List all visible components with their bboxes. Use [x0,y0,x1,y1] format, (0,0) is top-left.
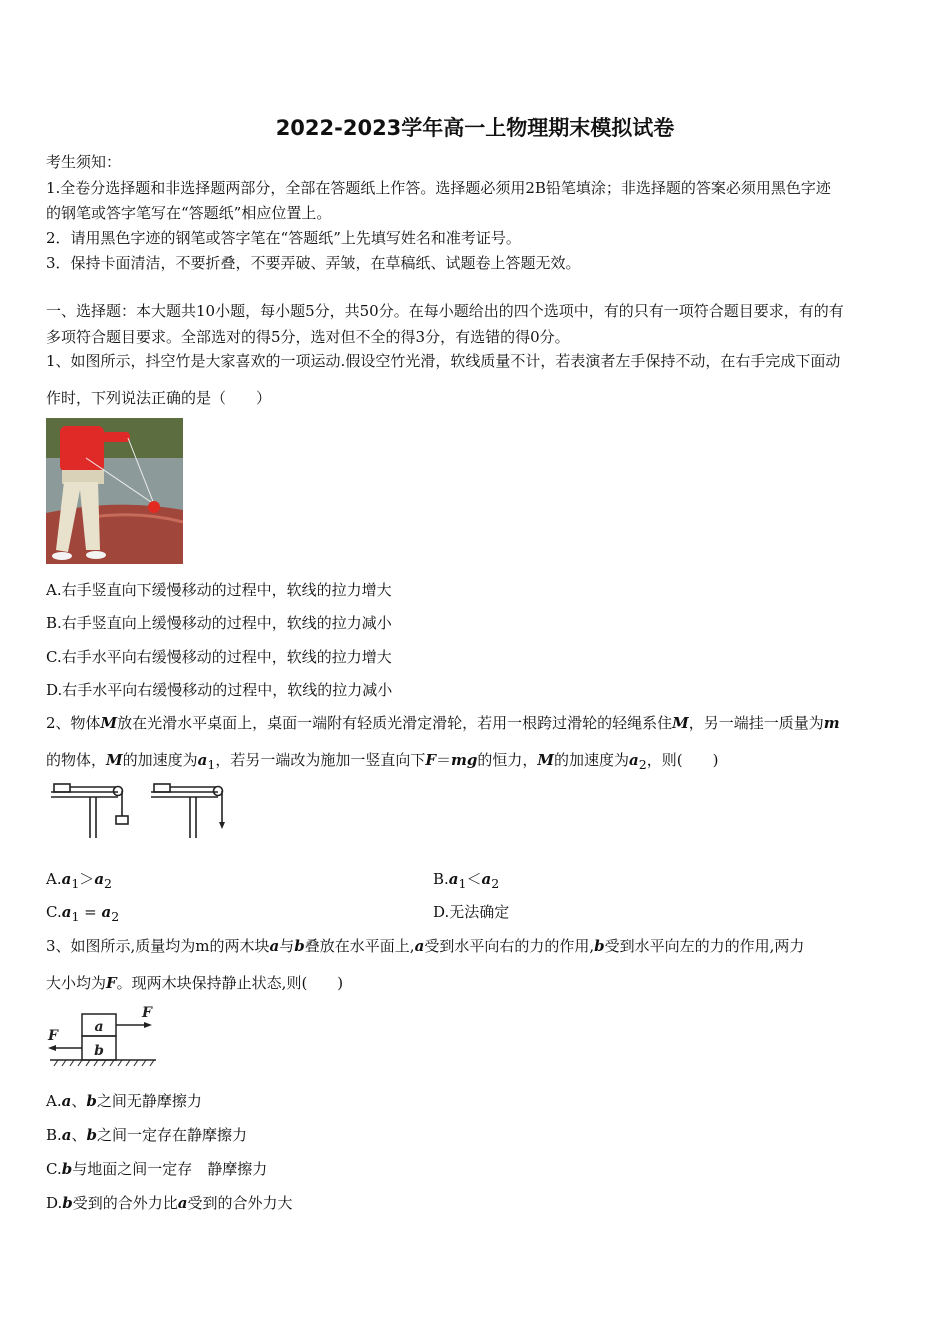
q2-option-c: $C.a_1 = a_2$ [46,903,120,924]
q1-stem: 1、如图所示，抖空竹是大家喜欢的一项运动.假设空竹光滑，软线质量不计，若表演者左手保持不动，在右手完成下面动 [46,352,841,370]
q3-option-a: A.a、b之间无静摩擦力 [46,1092,202,1110]
section-instructions: 一、选择题：本大题共10小题，每小题5分，共50分。在每小题给出的四个选项中，有的只有一项符合题目要求，有的有 [46,302,844,320]
notice-item-1-cont: 的钢笔或答字笔写在“答题纸”相应位置上。 [46,204,332,222]
q1-option-a: A.右手竖直向下缓慢移动的过程中，软线的拉力增大 [46,581,392,599]
q1-option-c: C.右手水平向右缓慢移动的过程中，软线的拉力增大 [46,648,392,666]
pulley-diagram [46,780,236,842]
q3-stem-cont: 大小均为F。现两木块保持静止状态,则( ) [46,974,344,992]
q2-stem: 2、物体M放在光滑水平桌面上，桌面一端附有轻质光滑定滑轮，若用一根跨过滑轮的轻绳系住M，另一端挂一质量为m [46,714,840,732]
q1-option-d: D.右手水平向右缓慢移动的过程中，软线的拉力减小 [46,681,393,699]
notice-item-2: 2．请用黑色字迹的钢笔或答字笔在“答题纸”上先填写姓名和准考证号。 [46,229,521,247]
page-title: 2022-2023学年高一上物理期末模拟试卷 [275,116,675,140]
force-right-label: F [142,1005,152,1021]
q3-option-c: C.b与地面之间一定存 静摩擦力 [46,1160,268,1178]
q2-option-a: $A.a_1>a_2$ [46,870,112,891]
block-b-label: b [94,1043,104,1059]
section-instructions-cont: 多项符合题目要求。全部选对的得5分，选对但不全的得3分，有选错的得0分。 [46,328,570,346]
q2-option-b: $B.a_1<a_2$ [433,870,500,891]
notice-item-1: 1.全卷分选择题和非选择题两部分，全部在答题纸上作答。选择题必须用2B铅笔填涂；非选择题的答案必须用黑色字迹 [46,179,831,197]
diabolo-photo [46,418,183,564]
q3-stem: 3、如图所示,质量均为m的两木块a与b叠放在水平面上,a受到水平向右的力的作用,b受到水平向左的力的作用,两力 [46,937,805,955]
blocks-diagram [44,1002,160,1072]
force-left-label: F [48,1028,58,1044]
notice-heading: 考生须知： [46,153,122,171]
q1-option-b: B.右手竖直向上缓慢移动的过程中，软线的拉力减小 [46,614,392,632]
q1-stem-cont: 作时，下列说法正确的是（ ） [46,389,272,407]
q2-option-d: D.无法确定 [433,903,510,921]
q2-stem-cont: 的物体，M的加速度为$a_1$，若另一端改为施加一竖直向下F＝mg的恒力，M的加速度为$a_2$，则( ) [46,751,719,772]
q3-option-b: B.a、b之间一定存在静摩擦力 [46,1126,248,1144]
block-a-label: a [94,1019,104,1035]
q3-option-d: D.b受到的合外力比a受到的合外力大 [46,1194,293,1212]
notice-item-3: 3．保持卡面清洁，不要折叠，不要弄破、弄皱，在草稿纸、试题卷上答题无效。 [46,254,581,272]
